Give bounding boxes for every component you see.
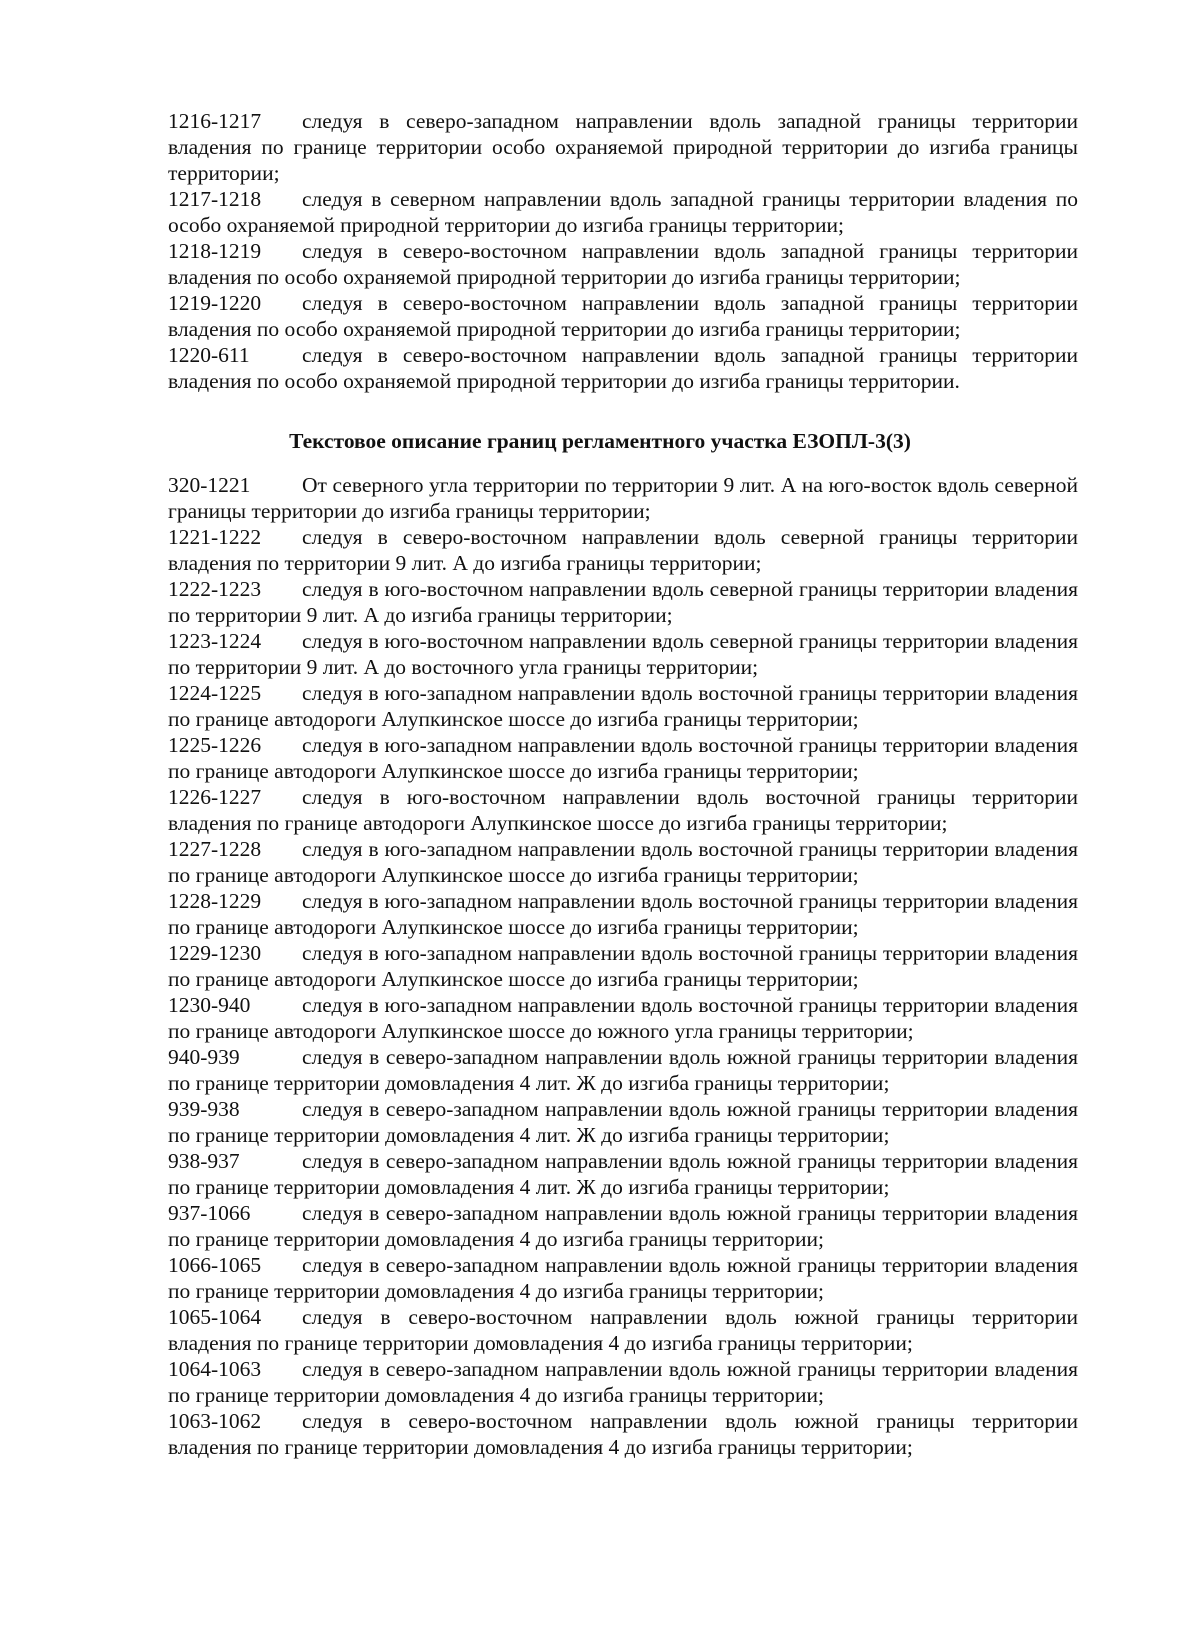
boundary-entry xyxy=(168,238,1078,290)
segment-code: 320-1221 xyxy=(168,473,251,497)
boundary-entry xyxy=(168,628,1078,680)
segment-description: следуя в юго-восточном направлении вдоль восточной границы территории владения по границе автодороги Алупкинское шоссе до изгиба границы территории; xyxy=(168,785,1078,835)
segment-description: От северного угла территории по территории 9 лит. А на юго-восток вдоль северной границы территории до изгиба границы территории; xyxy=(168,473,1078,523)
segment-description: следуя в северо-западном направлении вдоль южной границы территории владения по границе территории домовладения 4 лит. Ж до изгиба границы территории; xyxy=(168,1045,1078,1095)
segment-code: 1225-1226 xyxy=(168,733,262,757)
segment-code: 1221-1222 xyxy=(168,525,262,549)
segment-code: 1223-1224 xyxy=(168,629,262,653)
segment-code: 1219-1220 xyxy=(168,291,262,315)
segment-code: 1066-1065 xyxy=(168,1253,262,1277)
boundary-entry xyxy=(168,472,1078,524)
section-heading: Текстовое описание границ регламентного участка ЕЗОПЛ-3(3) xyxy=(289,429,911,453)
segment-code: 1220-611 xyxy=(168,343,250,367)
boundary-list-top xyxy=(168,108,1078,394)
segment-code: 1227-1228 xyxy=(168,837,262,861)
boundary-entry xyxy=(168,1304,1078,1356)
segment-code: 1218-1219 xyxy=(168,239,262,263)
segment-description: следуя в северном направлении вдоль западной границы территории владения по особо охраняемой природной территории до изгиба границы территории; xyxy=(168,187,1078,237)
segment-description: следуя в северо-западном направлении вдоль южной границы территории владения по границе территории домовладения 4 лит. Ж до изгиба границы территории; xyxy=(168,1149,1078,1199)
segment-description: следуя в юго-западном направлении вдоль восточной границы территории владения по границе автодороги Алупкинское шоссе до южного угла границы территории; xyxy=(168,993,1078,1043)
segment-code: 938-937 xyxy=(168,1149,240,1173)
boundary-entry xyxy=(168,1200,1078,1252)
segment-description: следуя в северо-восточном направлении вдоль западной границы территории владения по особо охраняемой природной территории до изгиба границы территории; xyxy=(168,239,1078,289)
segment-description: следуя в северо-восточном направлении вдоль западной границы территории владения по особо охраняемой природной территории до изгиба границы территории; xyxy=(168,291,1078,341)
segment-code: 937-1066 xyxy=(168,1201,251,1225)
segment-code: 940-939 xyxy=(168,1045,240,1069)
segment-code: 939-938 xyxy=(168,1097,240,1121)
segment-description: следуя в юго-западном направлении вдоль восточной границы территории владения по границе автодороги Алупкинское шоссе до изгиба границы территории; xyxy=(168,681,1078,731)
segment-code: 1229-1230 xyxy=(168,941,262,965)
segment-code: 1226-1227 xyxy=(168,785,262,809)
boundary-entry xyxy=(168,1356,1078,1408)
segment-description: следуя в северо-западном направлении вдоль южной границы территории владения по границе территории домовладения 4 лит. Ж до изгиба границы территории; xyxy=(168,1097,1078,1147)
boundary-entry xyxy=(168,888,1078,940)
segment-description: следуя в северо-западном направлении вдоль южной границы территории владения по границе территории домовладения 4 до изгиба границы территории; xyxy=(168,1201,1078,1251)
boundary-entry xyxy=(168,290,1078,342)
boundary-list-bottom xyxy=(168,472,1078,1460)
segment-description: следуя в северо-восточном направлении вдоль северной границы территории владения по территории 9 лит. А до изгиба границы территории; xyxy=(168,525,1078,575)
segment-description: следуя в северо-западном направлении вдоль южной границы территории владения по границе территории домовладения 4 до изгиба границы территории; xyxy=(168,1253,1078,1303)
boundary-entry xyxy=(168,1252,1078,1304)
segment-description: следуя в северо-восточном направлении вдоль южной границы территории владения по границе территории домовладения 4 до изгиба границы территории; xyxy=(168,1305,1078,1355)
segment-description: следуя в северо-западном направлении вдоль западной границы территории владения по границе территории особо охраняемой природной территории до изгиба границы территории; xyxy=(168,109,1078,185)
boundary-entry xyxy=(168,940,1078,992)
segment-code: 1217-1218 xyxy=(168,187,262,211)
segment-code: 1222-1223 xyxy=(168,577,262,601)
segment-description: следуя в юго-западном направлении вдоль восточной границы территории владения по границе автодороги Алупкинское шоссе до изгиба границы территории; xyxy=(168,941,1078,991)
segment-description: следуя в юго-западном направлении вдоль восточной границы территории владения по границе автодороги Алупкинское шоссе до изгиба границы территории; xyxy=(168,733,1078,783)
segment-code: 1224-1225 xyxy=(168,681,262,705)
segment-code: 1228-1229 xyxy=(168,889,262,913)
segment-description: следуя в юго-восточном направлении вдоль северной границы территории владения по территории 9 лит. А до восточного угла границы территории; xyxy=(168,629,1078,679)
segment-description: следуя в юго-западном направлении вдоль восточной границы территории владения по границе автодороги Алупкинское шоссе до изгиба границы территории; xyxy=(168,889,1078,939)
segment-description: следуя в юго-восточном направлении вдоль северной границы территории владения по территории 9 лит. А до изгиба границы территории; xyxy=(168,577,1078,627)
boundary-entry xyxy=(168,732,1078,784)
segment-description: следуя в северо-восточном направлении вдоль западной границы территории владения по особо охраняемой природной территории до изгиба границы территории. xyxy=(168,343,1078,393)
boundary-entry xyxy=(168,680,1078,732)
segment-code: 1064-1063 xyxy=(168,1357,262,1381)
segment-code: 1063-1062 xyxy=(168,1409,262,1433)
boundary-entry xyxy=(168,524,1078,576)
segment-code: 1216-1217 xyxy=(168,109,262,133)
boundary-entry xyxy=(168,1044,1078,1096)
boundary-entry xyxy=(168,108,1078,186)
segment-description: следуя в юго-западном направлении вдоль восточной границы территории владения по границе автодороги Алупкинское шоссе до изгиба границы территории; xyxy=(168,837,1078,887)
boundary-entry xyxy=(168,1148,1078,1200)
boundary-entry xyxy=(168,576,1078,628)
boundary-entry xyxy=(168,992,1078,1044)
boundary-entry xyxy=(168,342,1078,394)
boundary-entry xyxy=(168,186,1078,238)
boundary-entry xyxy=(168,836,1078,888)
segment-description: следуя в северо-западном направлении вдоль южной границы территории владения по границе территории домовладения 4 до изгиба границы территории; xyxy=(168,1357,1078,1407)
segment-description: следуя в северо-восточном направлении вдоль южной границы территории владения по границе территории домовладения 4 до изгиба границы территории; xyxy=(168,1409,1078,1459)
segment-code: 1230-940 xyxy=(168,993,251,1017)
segment-code: 1065-1064 xyxy=(168,1305,262,1329)
boundary-entry xyxy=(168,1408,1078,1460)
boundary-entry xyxy=(168,784,1078,836)
boundary-entry xyxy=(168,1096,1078,1148)
